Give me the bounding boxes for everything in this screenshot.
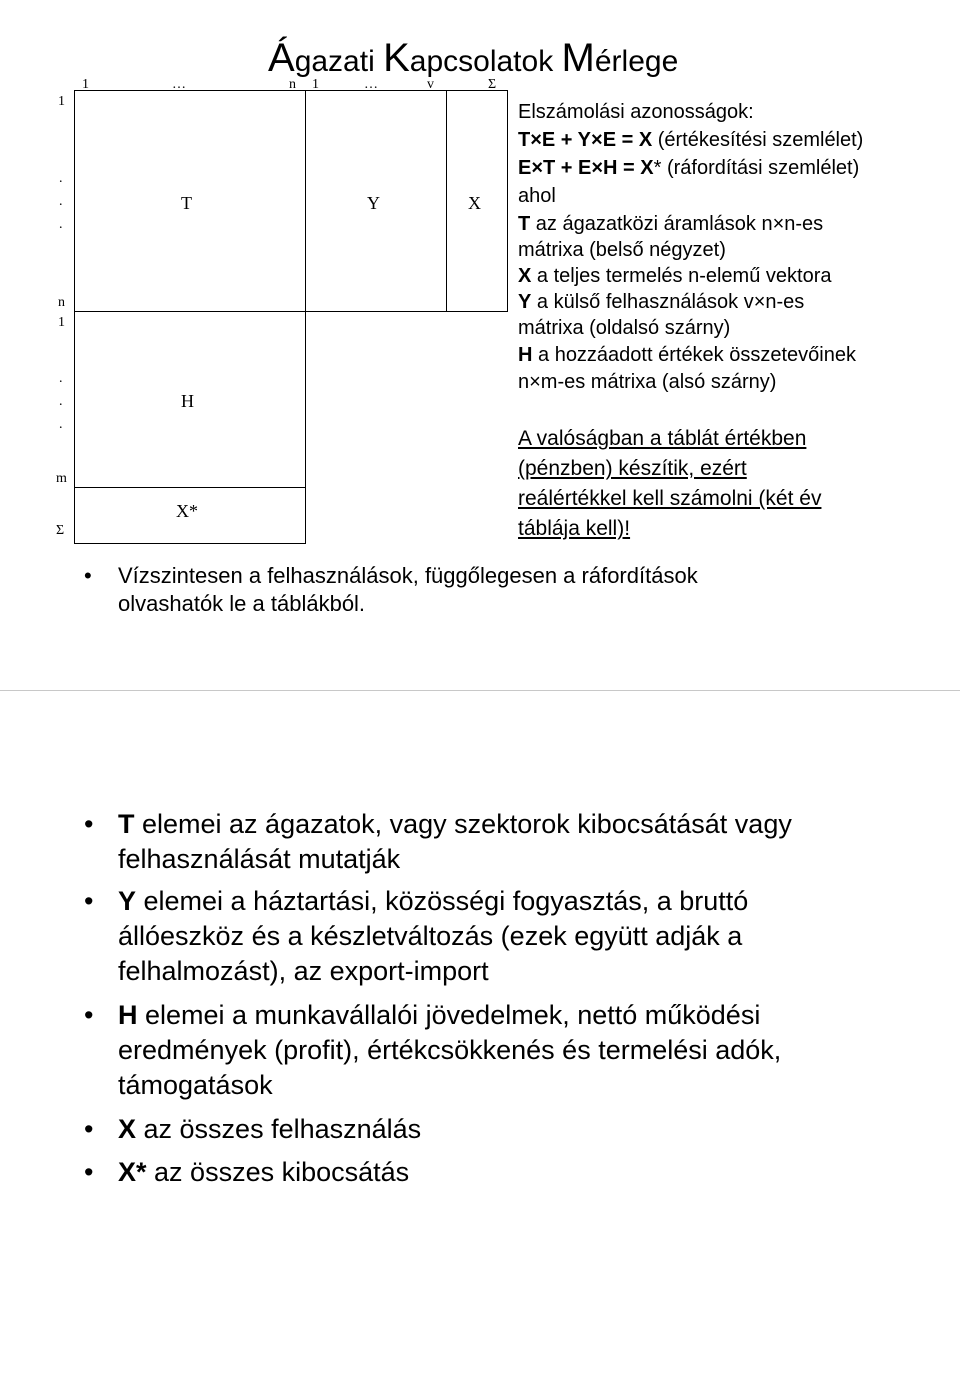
block-xstar-label: X*: [176, 501, 198, 521]
note-line: táblája kell)!: [518, 517, 631, 540]
slide-bottom: • T elemei az ágazatok, vagy szektorok kibocsátását vagy felhasználását mutatják • Y elemei a háztartási, közösségi fogyasztás, a bruttó állóeszköz és a készletváltozás (ezek együtt adják a felhalmozást), az export-import • H elemei a munkavállalói jövedelmek, nettó működési eredmények (profit), értékcsökkenés és termelési adók, támogatások • X az összes felhasználás • X* az összes kibocsátás: [0, 691, 960, 1384]
col-label: Σ: [488, 77, 497, 92]
bullet-marker: •: [84, 809, 94, 839]
row-label: .: [59, 371, 63, 386]
row-label: 1: [58, 315, 65, 330]
row-label: .: [59, 394, 63, 409]
col-label: …: [364, 77, 378, 92]
block-h-label: H: [181, 391, 194, 411]
def-t: T az ágazatközi áramlások n×n-es: [518, 213, 824, 235]
title-word-2: apcsolatok: [409, 45, 562, 78]
def-h-cont: n×m-es mátrixa (alsó szárny): [518, 371, 777, 393]
def-y-cont: mátrixa (oldalsó szárny): [518, 317, 731, 339]
row-label: .: [59, 171, 63, 186]
note-line: (pénzben) készítik, ezért: [518, 457, 747, 480]
row-label: .: [59, 417, 63, 432]
def-x: X a teljes termelés n-elemű vektora: [518, 265, 832, 287]
note-line: reálértékkel kell számolni (két év: [518, 487, 822, 510]
row-label: .: [59, 217, 63, 232]
block-y-label: Y: [367, 193, 380, 213]
col-label: 1: [82, 77, 89, 92]
title-word-3: érlege: [594, 45, 679, 78]
title-initial-k: K: [383, 36, 410, 80]
row-label: .: [59, 194, 63, 209]
title-initial-m: M: [561, 36, 595, 80]
identities-ahol: ahol: [518, 185, 556, 207]
slide-title: [268, 38, 678, 78]
def-t-cont: mátrixa (belső négyzet): [518, 239, 726, 261]
bullet-marker: •: [84, 1000, 94, 1030]
note-line: A valóságban a táblát értékben: [518, 427, 807, 450]
row-label: n: [58, 295, 65, 310]
identity-2: E×T + E×H = X* (ráfordítási szemlélet): [518, 157, 860, 179]
bullet-marker: •: [84, 886, 94, 916]
row-label: 1: [58, 94, 65, 109]
col-label: v: [427, 77, 434, 92]
col-label: …: [172, 77, 186, 92]
note-block: [518, 424, 821, 544]
row-label: Σ: [56, 523, 65, 538]
bullet-marker: •: [84, 1157, 94, 1187]
identities-heading: Elszámolási azonosságok:: [518, 101, 754, 123]
def-h: H a hozzáadott értékek összetevőinek: [518, 344, 856, 366]
bullet-marker: •: [84, 563, 92, 588]
row-label: m: [56, 471, 67, 486]
title-word-1: gazati: [294, 45, 384, 78]
bullet-text: Vízszintesen a felhasználások, függőlegesen a ráfordítások olvashatók le a táblákból.: [118, 563, 698, 616]
def-y: Y a külső felhasználások v×n-es: [518, 291, 805, 313]
block-t-label: T: [181, 193, 192, 213]
slide-top: [0, 0, 960, 690]
block-x-label: X: [468, 193, 481, 213]
identity-1: T×E + Y×E = X (értékesítési szemlélet): [518, 129, 864, 151]
col-label: 1: [312, 77, 319, 92]
title-initial-a: Á: [268, 36, 295, 80]
col-label: n: [289, 77, 296, 92]
bullet-marker: •: [84, 1114, 94, 1144]
